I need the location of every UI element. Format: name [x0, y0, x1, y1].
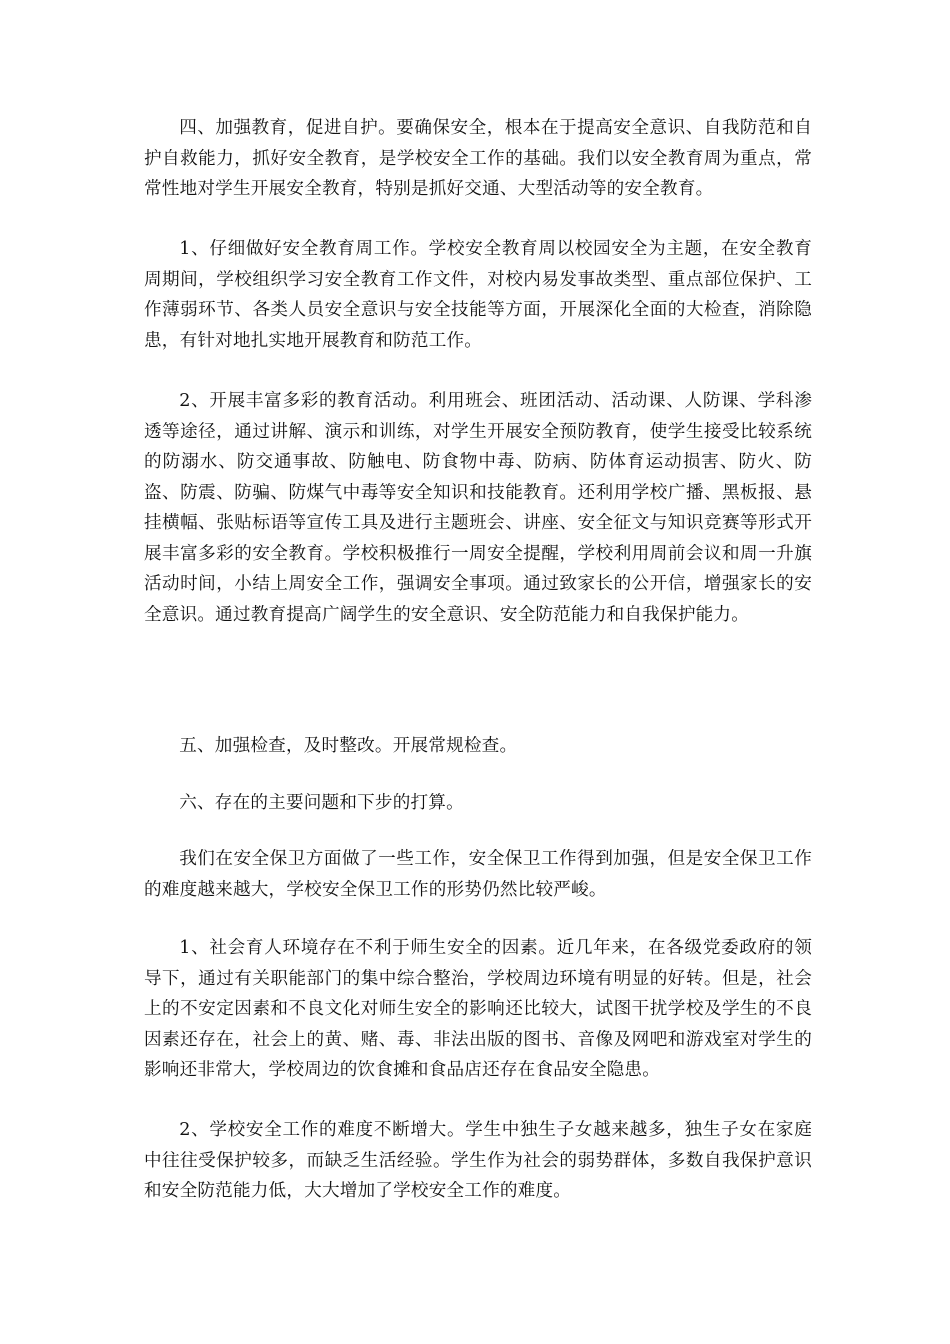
paragraph-section-six: 六、存在的主要问题和下步的打算。: [179, 793, 464, 813]
paragraph-section-four: 四、加强教育，促进自护。要确保安全，根本在于提高安全意识、自我防范和自护自救能力，抓好安全教育，是学校安全工作的基础。我们以安全教育周为重点，常常性地对学生开展安全教育，特别是抓好交通、大型活动等的安全教育。: [144, 118, 812, 199]
paragraph-summary: 我们在安全保卫方面做了一些工作，安全保卫工作得到加强，但是安全保卫工作的难度越来越大，学校安全保卫工作的形势仍然比较严峻。: [144, 849, 812, 900]
paragraph-education-activities: 2、开展丰富多彩的教育活动。利用班会、班团活动、活动课、人防课、学科渗透等途径，通过讲解、演示和训练，对学生开展安全预防教育，使学生接受比较系统的防溺水、防交通事故、防触电、防食物中毒、防病、防体育运动损害、防火、防盗、防震、防骗、防煤气中毒等安全知识和技能教育。还利用学校广播、黑板报、悬挂横幅、张贴标语等宣传工具及进行主题班会、讲座、安全征文与知识竞赛等形式开展丰富多彩的安全教育。学校积极推行一周安全提醒，学校利用周前会议和周一升旗活动时间，小结上周安全工作，强调安全事项。通过致家长的公开信，增强家长的安全意识。通过教育提高广阔学生的安全意识、安全防范能力和自我保护能力。: [144, 391, 812, 625]
paragraph-section-five: 五、加强检查，及时整改。开展常规检查。: [179, 736, 518, 756]
paragraph-work-difficulty: 2、学校安全工作的难度不断增大。学生中独生子女越来越多，独生子女在家庭中往往受保护较多，而缺乏生活经验。学生作为社会的弱势群体，多数自我保护意识和安全防范能力低，大大增加了学校安全工作的难度。: [144, 1120, 812, 1201]
paragraph-safety-week: 1、仔细做好安全教育周工作。学校安全教育周以校园安全为主题，在安全教育周期间，学校组织学习安全教育工作文件，对校内易发事故类型、重点部位保护、工作薄弱环节、各类人员安全意识与安全技能等方面，开展深化全面的大检查，消除隐患，有针对地扎实地开展教育和防范工作。: [144, 239, 812, 351]
paragraph-social-environment: 1、社会育人环境存在不利于师生安全的因素。近几年来，在各级党委政府的领导下，通过有关职能部门的集中综合整治，学校周边环境有明显的好转。但是，社会上的不安定因素和不良文化对师生安全的影响还比较大，试图干扰学校及学生的不良因素还存在，社会上的黄、赌、毒、非法出版的图书、音像及网吧和游戏室对学生的影响还非常大，学校周边的饮食摊和食品店还存在食品安全隐患。: [144, 938, 812, 1080]
